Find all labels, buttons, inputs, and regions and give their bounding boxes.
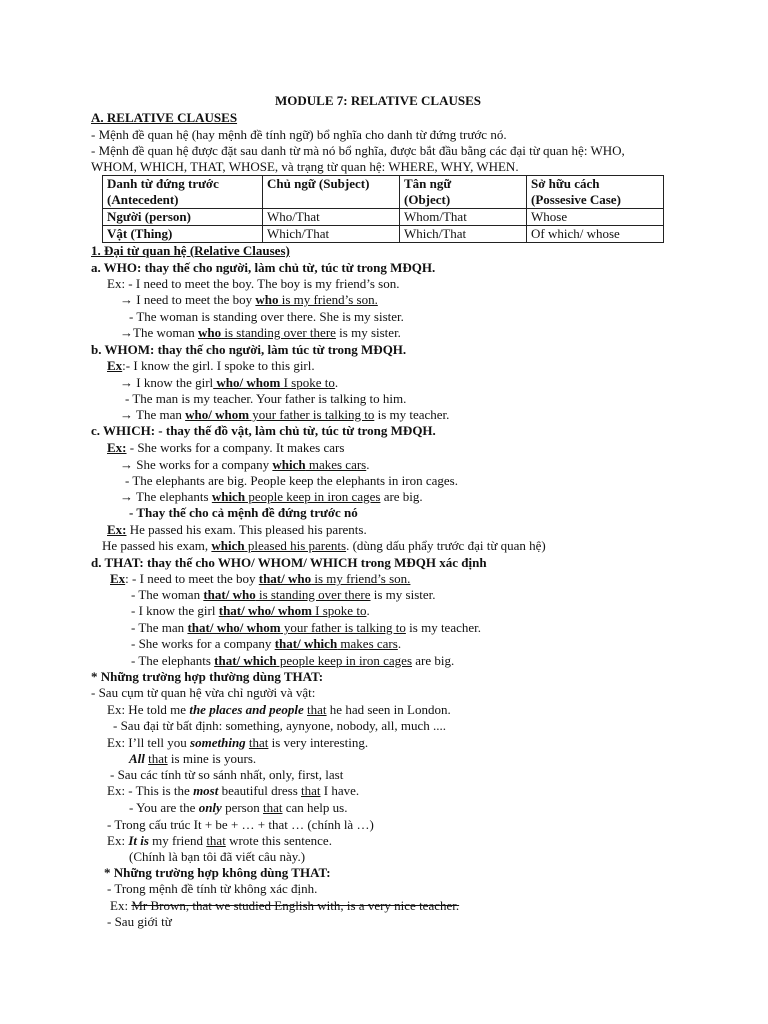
that-usage-rule-3: - Sau các tính từ so sánh nhất, only, first, last bbox=[110, 767, 344, 782]
that-example-6: - The elephants that/ which people keep in iron cages are big. bbox=[131, 653, 455, 668]
intro-line-3: WHOM, WHICH, THAT, WHOSE, và trạng từ quan hệ: WHERE, WHY, WHEN. bbox=[91, 159, 519, 174]
that-usage-example-3: All that is mine is yours. bbox=[129, 751, 257, 766]
table-cell: Which/That bbox=[400, 226, 527, 243]
who-answer-2: →The woman who is standing over there is my sister. bbox=[120, 325, 401, 340]
table-cell: Which/That bbox=[263, 226, 400, 243]
that-example-1: Ex: - I need to meet the boy that/ who is my friend’s son. bbox=[110, 571, 411, 586]
page-title: MODULE 7: RELATIVE CLAUSES bbox=[275, 93, 481, 108]
table-cell: Who/That bbox=[263, 209, 400, 226]
table-header-cell: Chủ ngữ (Subject) bbox=[263, 176, 400, 209]
which-answer-1: → She works for a company which makes cars. bbox=[120, 457, 370, 472]
which-clause-note: - Thay thế cho cả mệnh đề đứng trước nó bbox=[129, 505, 358, 520]
that-usage-rule-1: - Sau cụm từ quan hệ vừa chỉ người và vật: bbox=[91, 685, 316, 700]
whom-example-1: Ex:- I know the girl. I spoke to this girl. bbox=[107, 358, 315, 373]
table-cell: Whose bbox=[527, 209, 664, 226]
that-usage-rule-4: - Trong cấu trúc It + be + … + that … (chính là …) bbox=[107, 817, 374, 832]
whom-example-2: - The man is my teacher. Your father is talking to him. bbox=[125, 391, 407, 406]
that-example-4: - The man that/ who/ whom your father is talking to is my teacher. bbox=[131, 620, 481, 635]
no-that-rule-1: - Trong mệnh đề tính từ không xác định. bbox=[107, 881, 318, 896]
no-that-example-1: Ex: Mr Brown, that we studied English with, is a very nice teacher. bbox=[110, 898, 460, 913]
who-example-1: Ex: - I need to meet the boy. The boy is my friend’s son. bbox=[107, 276, 400, 291]
that-example-2: - The woman that/ who is standing over there is my sister. bbox=[131, 587, 436, 602]
table-cell: Vật (Thing) bbox=[103, 226, 263, 243]
who-heading: a. WHO: thay thế cho người, làm chủ từ, túc từ trong MĐQH. bbox=[91, 260, 436, 275]
whom-heading: b. WHOM: thay thế cho người, làm túc từ trong MĐQH. bbox=[91, 342, 407, 357]
table-header-cell: Sở hữu cách (Possesive Case) bbox=[527, 176, 664, 209]
that-usage-translation: (Chính là bạn tôi đã viết câu này.) bbox=[129, 849, 306, 864]
table-cell: Whom/That bbox=[400, 209, 527, 226]
which-example-3: Ex: He passed his exam. This pleased his parents. bbox=[107, 522, 367, 537]
that-usage-example-2: Ex: I’ll tell you something that is very interesting. bbox=[107, 735, 369, 750]
that-example-3: - I know the girl that/ who/ whom I spoke to. bbox=[131, 603, 370, 618]
that-usage-rule-2: - Sau đại từ bất định: something, aynyone, nobody, all, much .... bbox=[113, 718, 446, 733]
table-row bbox=[103, 226, 664, 243]
no-that-heading: * Những trường hợp không dùng THAT: bbox=[104, 865, 331, 880]
section-1-heading: 1. Đại từ quan hệ (Relative Clauses) bbox=[91, 243, 290, 258]
table-header-row bbox=[103, 176, 664, 209]
that-usage-example-4: Ex: - This is the most beautiful dress that I have. bbox=[107, 783, 360, 798]
that-heading: d. THAT: thay thế cho WHO/ WHOM/ WHICH trong MĐQH xác định bbox=[91, 555, 487, 570]
that-usage-heading: * Những trường hợp thường dùng THAT: bbox=[91, 669, 324, 684]
which-example-1: Ex: - She works for a company. It makes cars bbox=[107, 440, 345, 455]
that-usage-example-5: - You are the only person that can help us. bbox=[129, 800, 348, 815]
table-cell: Người (person) bbox=[103, 209, 263, 226]
intro-line-1: - Mệnh đề quan hệ (hay mệnh đề tính ngữ) bổ nghĩa cho danh từ đứng trước nó. bbox=[91, 127, 507, 142]
which-answer-2: → The elephants which people keep in iron cages are big. bbox=[120, 489, 423, 504]
table-row bbox=[103, 209, 664, 226]
table-header-cell: Tân ngữ (Object) bbox=[400, 176, 527, 209]
section-a-heading: A. RELATIVE CLAUSES bbox=[91, 110, 238, 125]
which-heading: c. WHICH: - thay thế đồ vật, làm chủ từ, túc từ trong MĐQH. bbox=[91, 423, 436, 438]
who-answer-1: → I need to meet the boy who is my friend’s son. bbox=[120, 292, 378, 307]
who-example-2: - The woman is standing over there. She is my sister. bbox=[129, 309, 404, 324]
that-example-5: - She works for a company that/ which makes cars. bbox=[131, 636, 402, 651]
table-header-cell: Danh từ đứng trước (Antecedent) bbox=[103, 176, 263, 209]
that-usage-example-1: Ex: He told me the places and people that he had seen in London. bbox=[107, 702, 451, 717]
whom-answer-2: → The man who/ whom your father is talking to is my teacher. bbox=[120, 407, 450, 422]
relative-pronoun-table bbox=[102, 175, 664, 243]
whom-answer-1: → I know the girl who/ whom I spoke to. bbox=[120, 375, 339, 390]
that-usage-example-6: Ex: It is my friend that wrote this sentence. bbox=[107, 833, 332, 848]
which-answer-3: He passed his exam, which pleased his parents. (dùng dấu phẩy trước đại từ quan hệ) bbox=[102, 538, 546, 553]
no-that-rule-2: - Sau giới từ bbox=[107, 914, 172, 929]
intro-line-2: - Mệnh đề quan hệ được đặt sau danh từ mà nó bổ nghĩa, được bắt đầu bằng các đại từ quan hệ: WHO, bbox=[91, 143, 625, 158]
table-cell: Of which/ whose bbox=[527, 226, 664, 243]
which-example-2: - The elephants are big. People keep the elephants in iron cages. bbox=[125, 473, 458, 488]
